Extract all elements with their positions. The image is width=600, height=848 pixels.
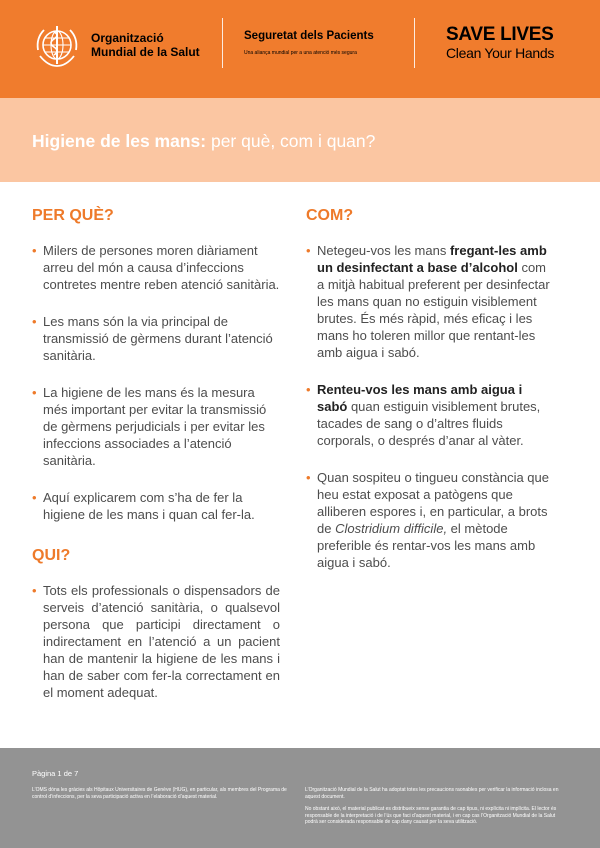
- header-divider: [222, 18, 223, 68]
- disclaimer-para: L’Organització Mundial de la Salut ha adoptat totes les precaucions raonables per verificar la informació inclosa en aquest document.: [305, 787, 559, 800]
- list-item: • Milers de persones moren diàriament arreu del món a causa d’infeccions contretes mentre reben atenció sanitària.: [32, 242, 280, 293]
- list-item: • Tots els professionals o dispensadors de serveis d’atenció sanitària, o qualsevol persona que participi directament o indirectament en l’atenció a un pacient han de mantenir la higiene de les mans i han de saber com fer-la correctament en el moment adequat.: [32, 582, 280, 701]
- list-item: • La higiene de les mans és la mesura més important per evitar la transmissió de gèrmens perjudicials i per evitar les infeccions associades a l’atenció sanitària.: [32, 384, 280, 469]
- com-list: [306, 242, 552, 591]
- list-item: [306, 381, 552, 449]
- section-heading-per-que: PER QUÈ?: [32, 207, 114, 224]
- section-heading-com: COM?: [306, 207, 354, 224]
- text-segment: Netegeu-vos les mans: [317, 243, 450, 258]
- org-name-line1: Organització: [91, 31, 164, 45]
- campaign-title: SAVE LIVES: [446, 24, 554, 45]
- text-segment: el mètode preferible és rentar-vos les mans amb aigua i sabó.: [317, 521, 536, 570]
- org-name-line2: Mundial de la Salut: [91, 45, 200, 59]
- text-segment: quan estiguin visiblement brutes, tacades de sang o d’altres fluids corporals, o després d’anar al vàter.: [317, 399, 541, 448]
- page-title: [32, 131, 375, 152]
- disclaimer-para: No obstant això, el material publicat es distribueix sense garantia de cap tipus, ni explícita ni implícita. El lector és responsable de la interpretació i de l’ús que faci d’aquest material, i en cap cas l’Organització Mundial de la Salut podrà ser considerada responsable de cap dany causat per la seva utilització.: [305, 806, 557, 825]
- list-item: • Les mans són la via principal de transmissió de gèrmens durant l’atenció sanitària.: [32, 313, 280, 364]
- qui-list: [32, 582, 280, 721]
- text-italic: Clostridium difficile,: [335, 521, 448, 536]
- list-item: • Aquí explicarem com s’ha de fer la higiene de les mans i quan cal fer-la.: [32, 489, 280, 523]
- footer-disclaimer: [305, 787, 565, 826]
- text-emphasis: fregant-les amb un desinfectant a base d’alcohol: [317, 243, 547, 275]
- footer-acknowledgement: L’OMS dóna les gràcies als Hôpitaux Universitaires de Genève (HUG), en particular, als membres del Programa de control d’infeccions, per la seva participació activa en l’elaboració d’aquest material.: [32, 787, 287, 800]
- page-number: Pàgina 1 de 7: [32, 769, 79, 778]
- program-title: Seguretat dels Pacients: [244, 30, 374, 42]
- page-title-rest: per què, com i quan?: [210, 131, 376, 151]
- list-item: [306, 469, 552, 571]
- section-heading-qui: QUI?: [32, 547, 71, 564]
- per-que-list: [32, 242, 280, 543]
- text-segment: com a mitjà habitual preferent per desinfectar les mans quan no estiguin visiblement brutes. És més ràpid, més eficaç i les mans ho toleren millor que rentant-les amb aigua i sabó.: [317, 260, 550, 360]
- campaign-subtitle: Clean Your Hands: [446, 45, 555, 61]
- organization-name: [91, 31, 200, 59]
- program-subtitle: Una aliança mundial per a una atenció més segura: [244, 50, 357, 56]
- who-emblem-icon: [32, 20, 82, 70]
- text-segment: Quan sospiteu o tingueu constància que heu estat exposat a patògens que alliberen espores i, en particular, a brots de: [317, 470, 550, 536]
- text-emphasis: Renteu-vos les mans amb aigua i sabó: [317, 382, 523, 414]
- header-divider: [414, 18, 415, 68]
- list-item: [306, 242, 552, 361]
- page-title-bold: Higiene de les mans:: [32, 131, 207, 151]
